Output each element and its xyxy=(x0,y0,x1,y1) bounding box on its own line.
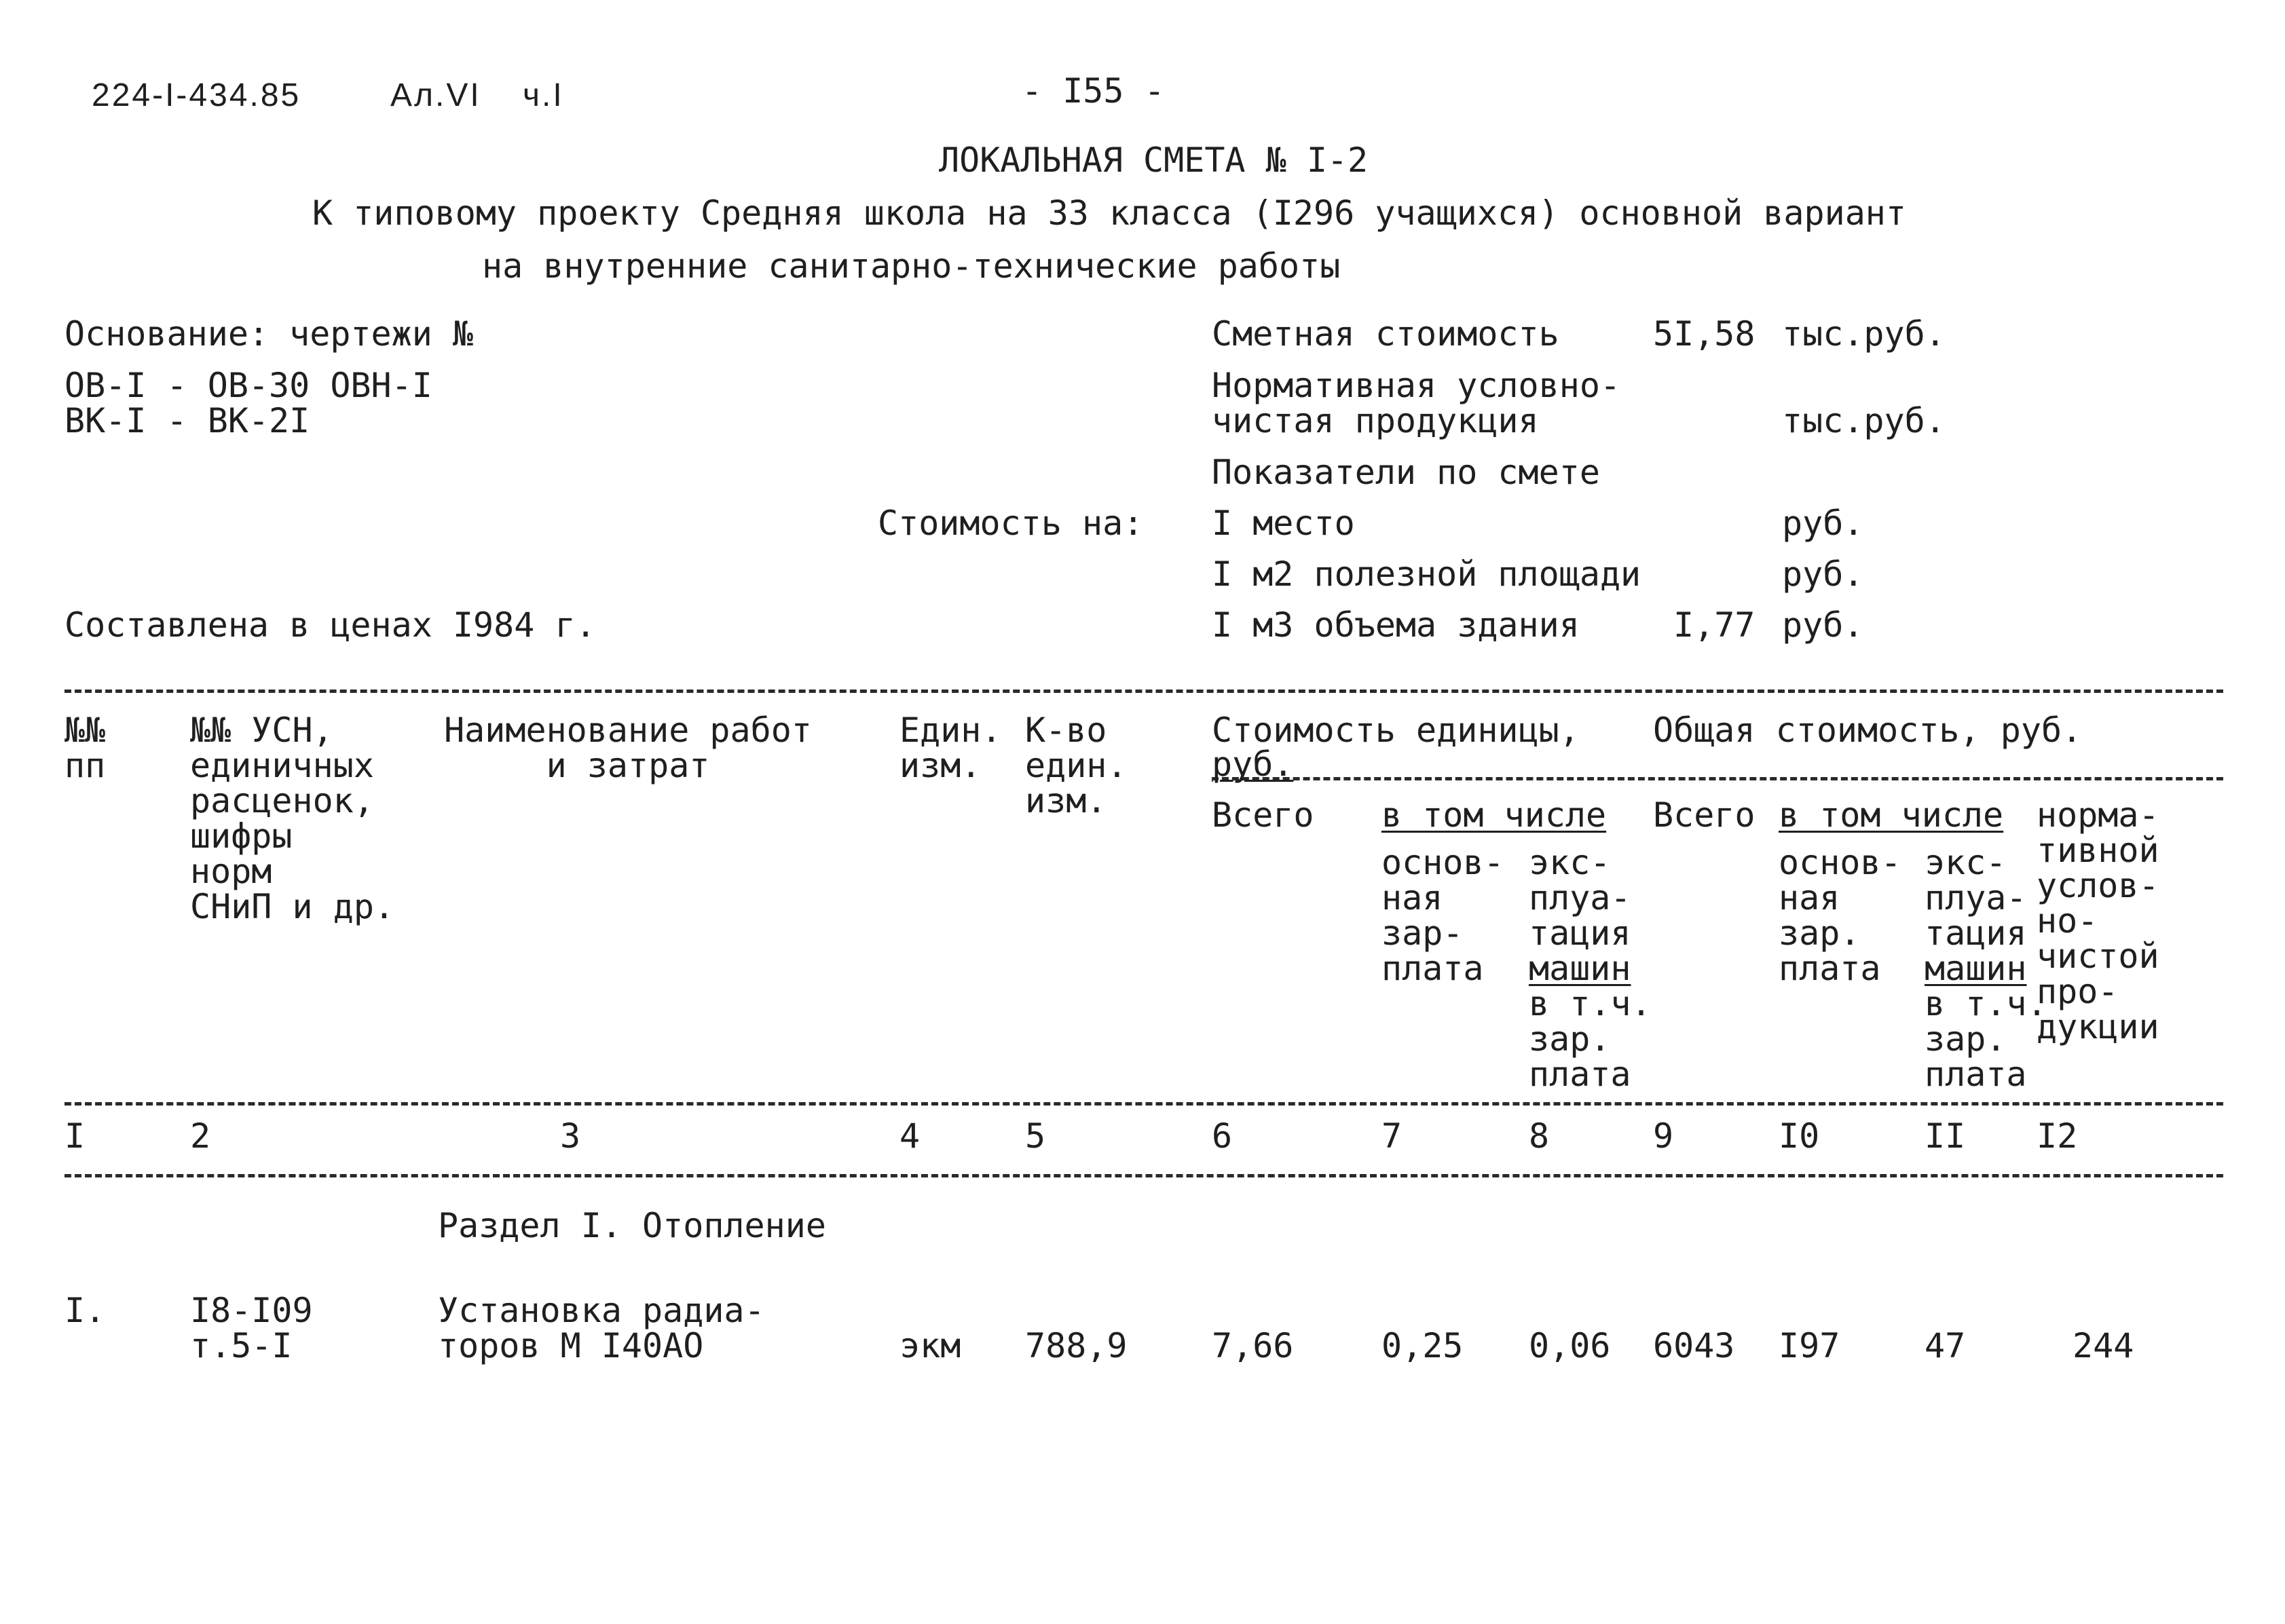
column-number: I0 xyxy=(1779,1116,1820,1156)
normative-product-unit: тыс.руб. xyxy=(1782,401,1946,440)
col-header-unit-cost: Стоимость единицы, xyxy=(1212,711,1580,750)
document-code: 224-I-434.85 xyxy=(92,77,301,113)
prices-note: Составлена в ценах I984 г. xyxy=(64,605,596,645)
column-number: 6 xyxy=(1212,1116,1233,1156)
column-number: 5 xyxy=(1025,1116,1046,1156)
per-m3-unit: руб. xyxy=(1782,605,1864,645)
col-header-quantity: К-во един. изм. xyxy=(1025,711,1128,820)
group-header-rule xyxy=(1212,777,2223,780)
col-header-unit-including: в том числе xyxy=(1381,795,1607,835)
col-header-work-name: Наименование работ и затрат xyxy=(444,711,812,785)
column-number: 9 xyxy=(1653,1116,1674,1156)
row-total-machine: 47 xyxy=(1925,1326,1966,1365)
row-unit-machine: 0,06 xyxy=(1529,1326,1611,1365)
basis-label: Основание: чертежи № xyxy=(64,314,474,354)
row-normative: 244 xyxy=(2073,1326,2134,1365)
per-place-label: I место xyxy=(1212,504,1355,543)
column-number: I2 xyxy=(2037,1116,2078,1156)
col-header-unit-total: Всего xyxy=(1212,795,1314,835)
column-number: 3 xyxy=(560,1116,581,1156)
per-m3-label: I м3 объема здания xyxy=(1212,605,1580,645)
normative-product-label: Нормативная условно- чистая продукция xyxy=(1212,366,1621,440)
col-header-unit-cost-currency: руб. xyxy=(1212,744,1294,784)
per-m2-unit: руб. xyxy=(1782,554,1864,594)
column-number: 7 xyxy=(1381,1116,1402,1156)
column-number: 8 xyxy=(1529,1116,1550,1156)
row-quantity: 788,9 xyxy=(1025,1326,1128,1365)
col-header-total-total: Всего xyxy=(1653,795,1755,835)
col-header-total-machines: машин xyxy=(1925,949,2027,988)
row-unit-wage: 0,25 xyxy=(1381,1326,1464,1365)
per-m2-label: I м2 полезной площади xyxy=(1212,554,1641,594)
section-title: Раздел I. Отопление xyxy=(438,1206,826,1245)
column-number: I xyxy=(64,1116,86,1156)
part-number: ч.I xyxy=(523,77,564,113)
page-number: - I55 - xyxy=(1022,71,1165,111)
row-work-name: Установка радиа- торов М I40АО xyxy=(438,1291,765,1365)
per-m3-value: I,77 xyxy=(1673,605,1755,645)
document-subtitle: К типовому проекту Средняя школа на 33 класса (I296 учащихся) основной вариант xyxy=(312,193,1906,233)
col-header-unit-machines: машин xyxy=(1529,949,1631,988)
estimated-cost-value: 5I,58 xyxy=(1653,314,1755,354)
table-top-rule xyxy=(64,690,2223,693)
header-bottom-rule xyxy=(64,1102,2223,1106)
estimated-cost-unit: тыс.руб. xyxy=(1782,314,1946,354)
col-header-total-machine-wage: в т.ч. зар. плата xyxy=(1925,984,2047,1094)
estimated-cost-label: Сметная стоимость xyxy=(1212,314,1559,354)
col-header-total-cost: Общая стоимость, руб. xyxy=(1653,711,2083,750)
column-number: 2 xyxy=(190,1116,211,1156)
row-unit-total: 7,66 xyxy=(1212,1326,1294,1365)
row-total: 6043 xyxy=(1653,1326,1735,1365)
col-header-rate-code: №№ УСН, единичных расценок, шифры норм СНиП и др. xyxy=(190,711,395,926)
col-header-total-including: в том числе xyxy=(1779,795,2004,835)
indicators-label: Показатели по смете xyxy=(1212,453,1600,492)
per-place-unit: руб. xyxy=(1782,504,1864,543)
column-numbers-rule xyxy=(64,1174,2223,1177)
document-subtitle-2: на внутренние санитарно-технические работы xyxy=(482,246,1341,286)
row-number: I. xyxy=(64,1291,106,1330)
album-number: Ал.VI xyxy=(390,77,481,113)
col-header-unit-machine-wage: в т.ч. зар. плата xyxy=(1529,984,1652,1094)
column-number: II xyxy=(1925,1116,1966,1156)
col-header-normative-product: норма- тивной услов- но- чистой про- дукции xyxy=(2037,795,2159,1046)
col-header-total-basic-wage: основ- ная зар. плата xyxy=(1779,843,1901,988)
col-header-unit-basic-wage: основ- ная зар- плата xyxy=(1381,843,1504,988)
col-header-total-machine-op: экс- плуа- тация xyxy=(1925,843,2027,953)
drawings-line-1: ОВ-I - ОВ-30 ОВН-I xyxy=(64,366,432,405)
col-header-row-number: №№ пп xyxy=(64,711,106,785)
document-title: ЛОКАЛЬНАЯ СМЕТА № I-2 xyxy=(939,140,1369,180)
row-total-wage: I97 xyxy=(1779,1326,1840,1365)
row-unit: экм xyxy=(899,1326,961,1365)
drawings-line-2: ВК-I - ВК-2I xyxy=(64,401,310,440)
col-header-unit: Един. изм. xyxy=(899,711,1002,785)
cost-on-label: Стоимость на: xyxy=(878,504,1144,543)
col-header-unit-machine-op: экс- плуа- тация xyxy=(1529,843,1631,953)
row-rate-code: I8-I09 т.5-I xyxy=(190,1291,313,1365)
column-number: 4 xyxy=(899,1116,921,1156)
